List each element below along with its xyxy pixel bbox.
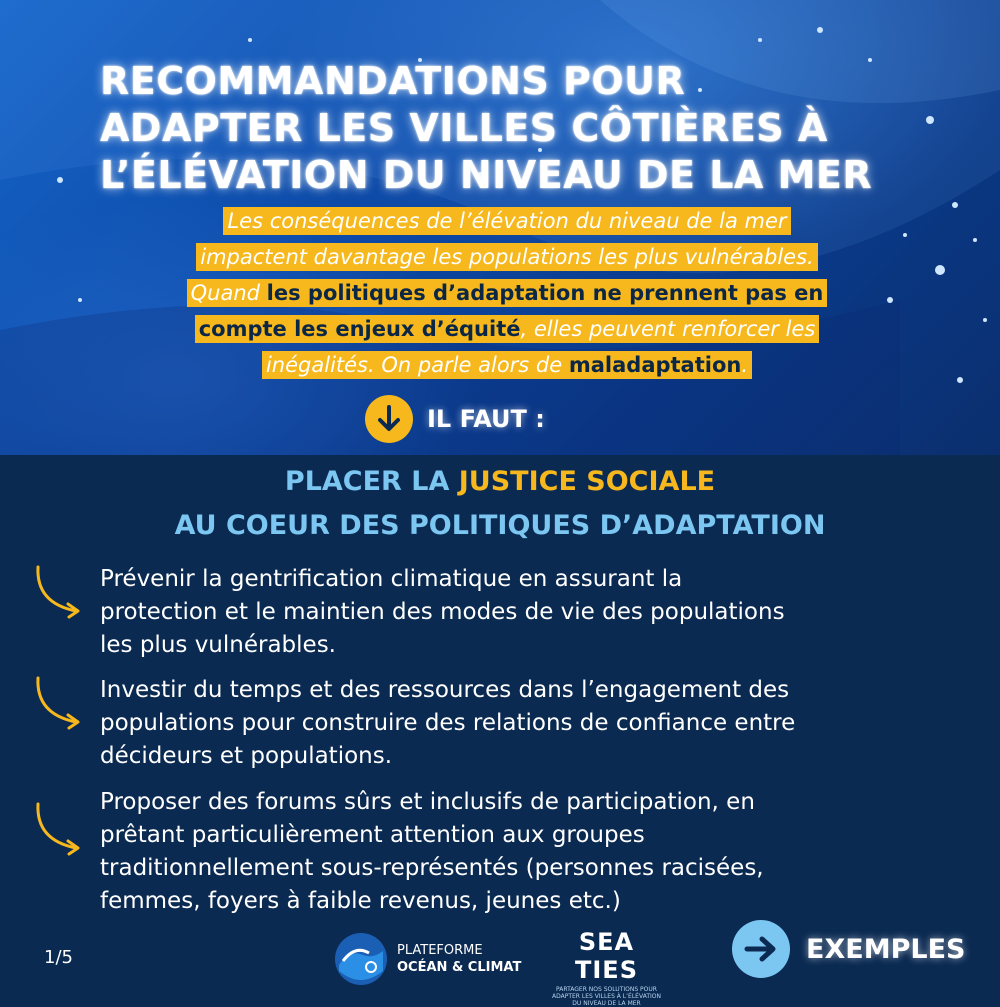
intro-text: . [741,353,749,377]
sea-ties-title: SEA TIES [575,928,638,984]
wave-logo-icon [333,931,389,987]
il-faut-marker [365,394,545,444]
logo-text: OCÉAN & CLIMAT [397,960,522,975]
section-subheading: AU COEUR DES POLITIQUES D’ADAPTATION [174,510,826,541]
section-heading [0,466,1000,497]
intro-text: inégalités. On parle alors de [265,353,569,377]
intro-line [187,279,828,307]
text-line: Proposer des forums sûrs et inclusifs de participation, en [100,789,755,815]
title-line: RECOMMANDATIONS POUR [100,59,686,103]
plateforme-ocean-climat-logo [333,931,521,987]
page-indicator: 1/5 [44,947,73,968]
page-title [100,58,980,199]
text-line: populations pour construire des relations de confiance entre [100,710,796,736]
intro-text: , elles peuvent renforcer les [520,317,816,341]
text-line: les plus vulnérables. [100,632,336,658]
recommendation-text [100,563,970,662]
il-faut-label: IL FAUT : [427,405,545,433]
text-line: traditionnellement sous-représentés (personnes racisées, [100,855,764,881]
intro-emphasis: maladaptation [568,353,742,377]
curved-arrow-icon [30,563,90,623]
intro-text: Quand [190,281,267,305]
intro-emphasis: les politiques d’adaptation ne prennent pas en [266,281,824,305]
heading-text: PLACER LA [284,466,459,497]
intro-line [195,315,820,343]
intro-emphasis: compte les enjeux d’équité [198,317,521,341]
text-line: prêtant particulièrement attention aux groupes [100,822,645,848]
hero-banner [0,0,1000,455]
text-line: femmes, foyers à faible revenus, jeunes etc.) [100,888,621,914]
intro-paragraph [92,203,922,383]
next-examples-label: EXEMPLES [806,933,966,965]
next-examples-button[interactable] [732,920,965,978]
title-line: ADAPTER LES VILLES CÔTIÈRES À [100,106,828,150]
arrow-down-icon [365,395,413,443]
intro-line: impactent davantage les populations les plus vulnérables. [196,243,817,271]
text-line: Investir du temps et des ressources dans l’engagement des [100,677,790,703]
sea-ties-logo [549,928,664,1007]
sea-ties-subtitle: PARTAGER NOS SOLUTIONS POUR ADAPTER LES VILLES À L’ÉLÉVATION DU NIVEAU DE LA MER [552,986,661,1007]
recommendation-text [100,786,970,918]
text-line: protection et le maintien des modes de vie des populations [100,599,785,625]
logo-text: PLATEFORME [397,943,483,958]
intro-line [262,351,752,379]
text-line: décideurs et populations. [100,743,393,769]
title-line: L’ÉLÉVATION DU NIVEAU DE LA MER [100,153,873,197]
curved-arrow-icon [30,674,90,734]
text-line: Prévenir la gentrification climatique en assurant la [100,566,683,592]
intro-line: Les conséquences de l’élévation du niveau de la mer [223,207,790,235]
heading-accent: JUSTICE SOCIALE [458,466,716,497]
arrow-right-icon [732,920,790,978]
curved-arrow-icon [30,800,90,860]
recommendation-text [100,674,970,773]
